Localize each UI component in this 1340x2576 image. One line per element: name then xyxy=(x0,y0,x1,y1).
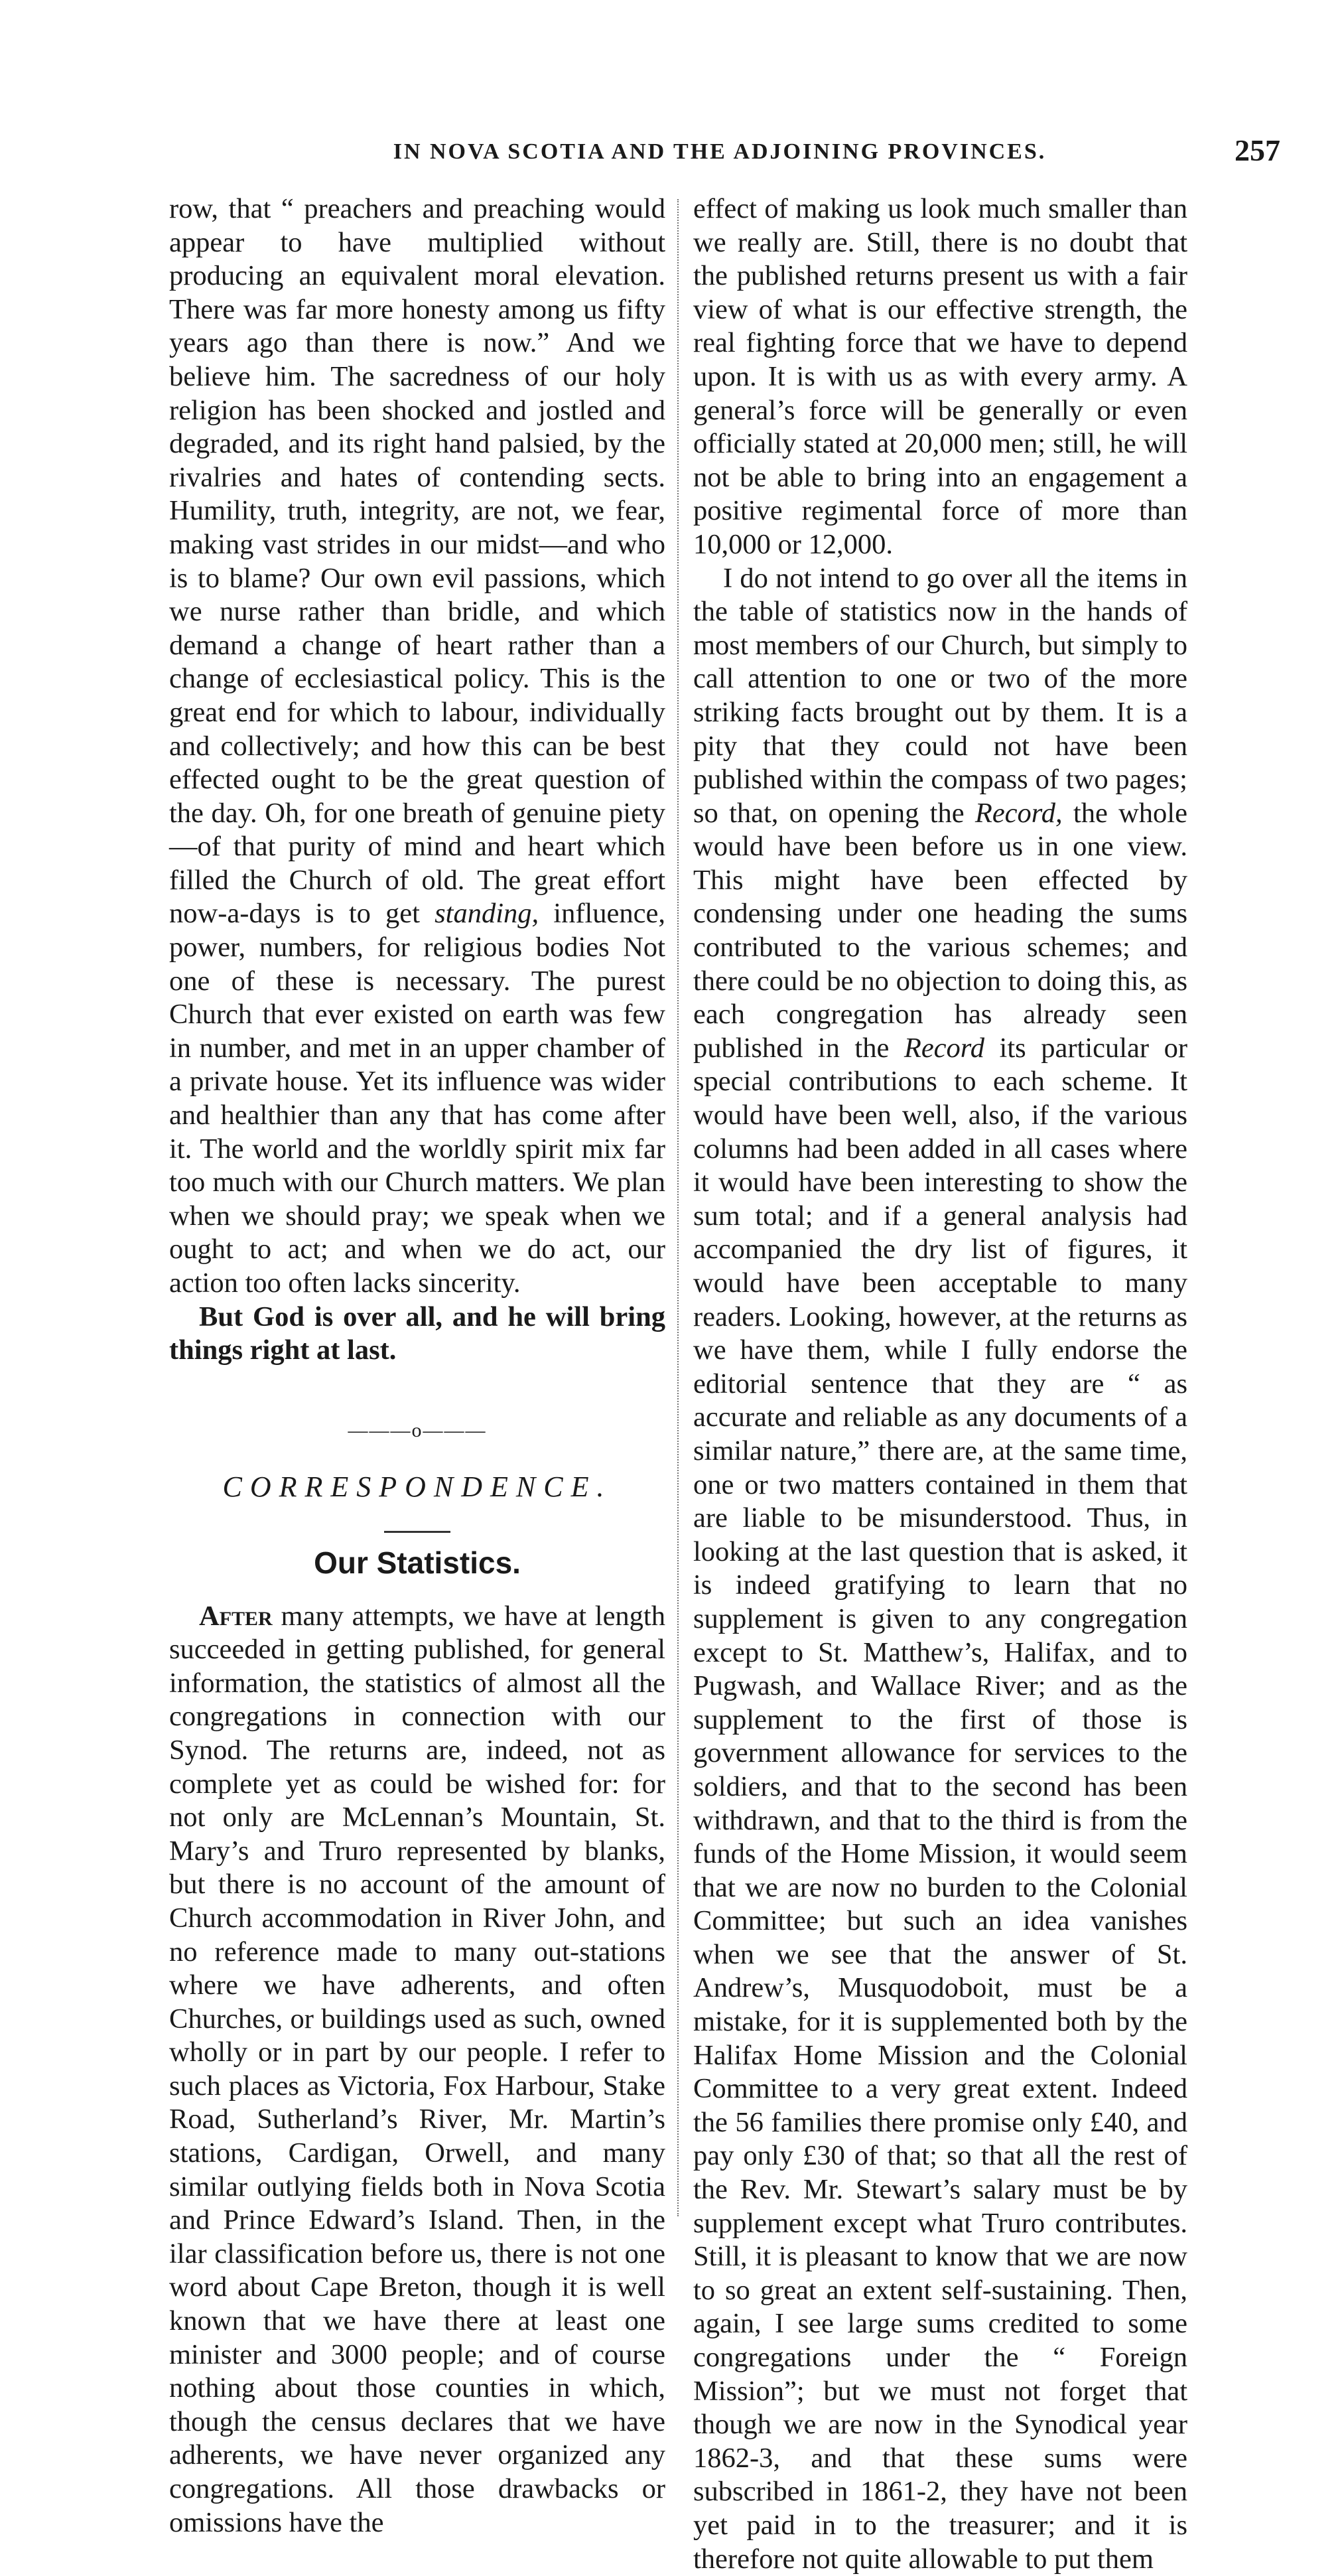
ornamental-separator: ———o——— xyxy=(348,1419,487,1441)
text-run: its particular or special contributions to each scheme. It would have been well, also, if the various columns had been added in all cases where it would have been interesting to show the sum total; and if a general analysis had accompanied the dry list of figures, it would have been acceptable to many readers. Looking, however, at the returns as we have them, while I fully endorse the editorial sentence that they are “ as accurate and reliable as any documents of a similar nature,” there are, at the same time, one or two matters contained in them that are liable to be misunderstood. Thus, in looking at the last question that is asked, it is indeed gratifying to learn that no supplement is given to any congregation except to St. Matthew’s, Halifax, and to Pugwash, and Wallace River; and as the supplement to the first of those is government allowance for services to the soldiers, and that to the second has been withdrawn, and that to the third is from the funds of the Home Mission, it would seem that we are now no burden to the Colonial Committee; but such an idea vanishes when we see that the answer of St. Andrew’s, Musquodoboit, must be a mistake, for it is supplemented both by the Halifax Home Mission and the Colonial Committee to a very great extent. Indeed the 56 families there promise only £40, and pay only £30 of that; so that all the rest of the Rev. Mr. Stewart’s salary must be by supplement except what Truro contributes. Still, it is pleasant to know that we are now to so great an extent self-sustaining. Then, again, I see large sums credited to some congregations under the “ Foreign Mission”; but we must not forget that though we are now in the Synodical year 1862-3, and that these sums were subscribed in 1861-2, they have not been yet paid in to the treasurer; and it is therefore not quite allowable to put them xyxy=(693,1032,1187,2575)
paragraph xyxy=(169,1600,665,2540)
italic-word: Record, xyxy=(974,797,1063,829)
left-column xyxy=(169,192,665,2540)
heading-rule xyxy=(384,1531,450,1533)
italic-word: standing, xyxy=(435,898,539,930)
page-header xyxy=(166,133,1294,173)
lead-word: After xyxy=(199,1600,273,1632)
text-run: the whole would have been before us in one view. This might have been effected by condensing under one heading the sums contributed to the various schemes; and there could be no objection to doing this, as each congregation has already seen published in the xyxy=(693,797,1187,1064)
page-number: 257 xyxy=(1235,133,1280,167)
text-run: influence, power, numbers, for religious bodies Not one of these is necessary. The purest Church that ever existed on earth was few in number, and met in an upper chamber of a private house. Yet its influence was wider and healthier than any that has come after it. The world and the worldly spirit mix far too much with our Church matters. We plan when we should pray; we speak when we ought to act; and when we do act, our action too often lacks sincerity. xyxy=(169,898,666,1299)
text-run: I do not intend to go over all the items in the table of statistics now in the hands of most members of our Church, but simply to call attention to one or two of the more striking facts brought out by them. It is a pity that they could not have been published within the compass of two pages; so that, on opening the xyxy=(693,562,1187,829)
italic-word: Record xyxy=(904,1032,985,1064)
running-head: IN NOVA SCOTIA AND THE ADJOINING PROVINCES. xyxy=(393,139,1047,164)
column-divider xyxy=(677,199,679,2216)
text-run: many attempts, we have at length succeeded in getting published, for general information, the statistics of almost all the congregations in connection with our Synod. The returns are, indeed, not as complete yet as could be wished for: for not only are McLennan’s Mountain, St. Mary’s and Truro represented by blanks, but there is no account of the amount of Church accommodation in River John, and no reference made to many out-stations where we have adherents, and often Churches, or buildings used as such, owned wholly or in part by our people. I refer to such places as Victoria, Fox Harbour, Stake Road, Sutherland’s River, Mr. Martin’s stations, Cardigan, Orwell, and many similar outlying fields both in Nova Scotia and Prince Edward’s Island. Then, in the ilar classification before us, there is not one word about Cape Breton, though it is well known that we have there at least one minister and 3000 people; and of course nothing about those counties in which, though the census declares that we have adherents, we have never organized any congregations. All those drawbacks or omissions have the xyxy=(169,1600,665,2538)
right-column xyxy=(693,192,1187,2576)
paragraph: effect of making us look much smaller than we really are. Still, there is no doubt that the published returns present us with a fair view of what is our effective strength, the real fighting force that we have to depend upon. It is with us as with every army. A general’s force will be generally or even officially stated at 20,000 men; still, he will not be able to bring into an engagement a positive regimental force of more than 10,000 or 12,000. xyxy=(693,193,1187,560)
paragraph xyxy=(693,562,1187,2576)
paragraph xyxy=(169,192,665,1301)
paragraph: But God is over all, and he will bring things right at last. xyxy=(169,1301,665,1366)
article-title: Our Statistics. xyxy=(314,1545,521,1580)
text-run: row, that “ preachers and preaching would appear to have multiplied without producing an equivalent moral elevation. There was far more honesty among us fifty years ago than there is now.” And we believe him. The sacredness of our holy religion has been shocked and jostled and degraded, and its right hand palsied, by the rivalries and hates of contending sects. Humility, truth, integrity, are not, we fear, making vast strides in our midst—and who is to blame? Our own evil passions, which we nurse rather than bridle, and which demand a change of heart rather than a change of ecclesiastical policy. This is the great end for which to labour, individually and collectively; and how this can be best effected ought to be the great question of the day. Oh, for one breath of genuine piety—of that purity of mind and heart which filled the Church of old. The great effort now-a-days is to get xyxy=(169,193,665,930)
section-heading: CORRESPONDENCE. xyxy=(222,1470,612,1504)
separator-mark: o xyxy=(411,1419,423,1441)
